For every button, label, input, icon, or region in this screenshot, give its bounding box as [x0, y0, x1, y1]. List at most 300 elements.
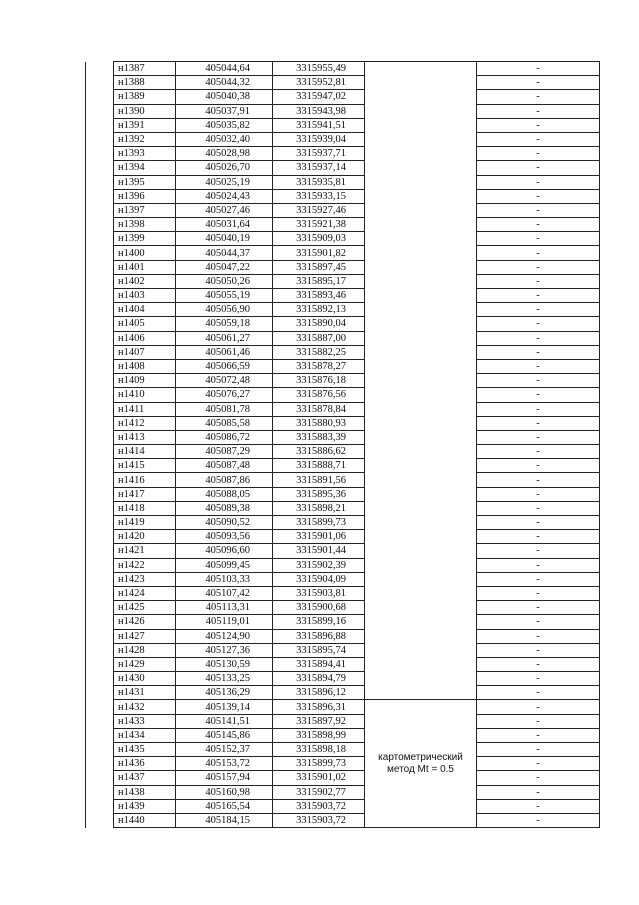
point-id-cell: н1429 [114, 657, 176, 671]
margin-cell [86, 161, 114, 175]
point-id-cell: н1416 [114, 473, 176, 487]
table-row [86, 544, 600, 558]
coordinates-table-body [86, 62, 600, 828]
x-coordinate-cell: 405047,22 [176, 260, 273, 274]
point-id-cell: н1392 [114, 132, 176, 146]
margin-cell [86, 785, 114, 799]
y-coordinate-cell: 3315894,41 [273, 657, 365, 671]
y-coordinate-cell: 3315896,12 [273, 686, 365, 700]
y-coordinate-cell: 3315898,99 [273, 728, 365, 742]
x-coordinate-cell: 405044,37 [176, 246, 273, 260]
margin-cell [86, 246, 114, 260]
dash-cell: - [477, 714, 600, 728]
table-row [86, 572, 600, 586]
x-coordinate-cell: 405145,86 [176, 728, 273, 742]
y-coordinate-cell: 3315921,38 [273, 218, 365, 232]
x-coordinate-cell: 405088,05 [176, 487, 273, 501]
point-id-cell: н1390 [114, 104, 176, 118]
y-coordinate-cell: 3315901,44 [273, 544, 365, 558]
dash-cell: - [477, 331, 600, 345]
dash-cell: - [477, 359, 600, 373]
point-id-cell: н1413 [114, 430, 176, 444]
margin-cell [86, 374, 114, 388]
point-id-cell: н1399 [114, 232, 176, 246]
margin-cell [86, 359, 114, 373]
point-id-cell: н1388 [114, 76, 176, 90]
dash-cell: - [477, 62, 600, 76]
table-row [86, 785, 600, 799]
x-coordinate-cell: 405141,51 [176, 714, 273, 728]
y-coordinate-cell: 3315935,81 [273, 175, 365, 189]
margin-cell [86, 260, 114, 274]
point-id-cell: н1418 [114, 501, 176, 515]
x-coordinate-cell: 405087,48 [176, 459, 273, 473]
y-coordinate-cell: 3315903,81 [273, 586, 365, 600]
y-coordinate-cell: 3315897,45 [273, 260, 365, 274]
point-id-cell: н1410 [114, 388, 176, 402]
dash-cell: - [477, 218, 600, 232]
margin-cell [86, 572, 114, 586]
dash-cell: - [477, 558, 600, 572]
point-id-cell: н1430 [114, 672, 176, 686]
table-row [86, 203, 600, 217]
x-coordinate-cell: 405087,29 [176, 445, 273, 459]
point-id-cell: н1400 [114, 246, 176, 260]
point-id-cell: н1431 [114, 686, 176, 700]
x-coordinate-cell: 405090,52 [176, 516, 273, 530]
y-coordinate-cell: 3315880,93 [273, 416, 365, 430]
point-id-cell: н1434 [114, 728, 176, 742]
point-id-cell: н1436 [114, 757, 176, 771]
table-row [86, 714, 600, 728]
table-row [86, 274, 600, 288]
dash-cell: - [477, 90, 600, 104]
x-coordinate-cell: 405025,19 [176, 175, 273, 189]
point-id-cell: н1407 [114, 345, 176, 359]
table-row [86, 728, 600, 742]
table-row [86, 615, 600, 629]
margin-cell [86, 516, 114, 530]
margin-cell [86, 132, 114, 146]
margin-cell [86, 416, 114, 430]
x-coordinate-cell: 405113,31 [176, 601, 273, 615]
margin-cell [86, 799, 114, 813]
margin-cell [86, 203, 114, 217]
table-row [86, 189, 600, 203]
dash-cell: - [477, 260, 600, 274]
dash-cell: - [477, 657, 600, 671]
table-row [86, 62, 600, 76]
margin-cell [86, 672, 114, 686]
dash-cell: - [477, 544, 600, 558]
point-id-cell: н1438 [114, 785, 176, 799]
dash-cell: - [477, 232, 600, 246]
table-row [86, 218, 600, 232]
dash-cell: - [477, 487, 600, 501]
margin-cell [86, 813, 114, 827]
y-coordinate-cell: 3315894,79 [273, 672, 365, 686]
x-coordinate-cell: 405160,98 [176, 785, 273, 799]
y-coordinate-cell: 3315893,46 [273, 289, 365, 303]
dash-cell: - [477, 132, 600, 146]
x-coordinate-cell: 405107,42 [176, 586, 273, 600]
dash-cell: - [477, 601, 600, 615]
x-coordinate-cell: 405035,82 [176, 118, 273, 132]
table-row [86, 232, 600, 246]
x-coordinate-cell: 405027,46 [176, 203, 273, 217]
point-id-cell: н1439 [114, 799, 176, 813]
y-coordinate-cell: 3315927,46 [273, 203, 365, 217]
point-id-cell: н1419 [114, 516, 176, 530]
point-id-cell: н1437 [114, 771, 176, 785]
margin-cell [86, 331, 114, 345]
point-id-cell: н1421 [114, 544, 176, 558]
dash-cell: - [477, 402, 600, 416]
margin-cell [86, 544, 114, 558]
table-row [86, 147, 600, 161]
point-id-cell: н1415 [114, 459, 176, 473]
y-coordinate-cell: 3315947,02 [273, 90, 365, 104]
margin-cell [86, 657, 114, 671]
margin-cell [86, 274, 114, 288]
x-coordinate-cell: 405119,01 [176, 615, 273, 629]
x-coordinate-cell: 405040,38 [176, 90, 273, 104]
point-id-cell: н1424 [114, 586, 176, 600]
x-coordinate-cell: 405133,25 [176, 672, 273, 686]
dash-cell: - [477, 615, 600, 629]
y-coordinate-cell: 3315888,71 [273, 459, 365, 473]
y-coordinate-cell: 3315933,15 [273, 189, 365, 203]
margin-cell [86, 317, 114, 331]
y-coordinate-cell: 3315901,82 [273, 246, 365, 260]
y-coordinate-cell: 3315898,18 [273, 743, 365, 757]
dash-cell: - [477, 672, 600, 686]
margin-cell [86, 218, 114, 232]
x-coordinate-cell: 405081,78 [176, 402, 273, 416]
dash-cell: - [477, 700, 600, 714]
point-id-cell: н1397 [114, 203, 176, 217]
x-coordinate-cell: 405085,58 [176, 416, 273, 430]
x-coordinate-cell: 405130,59 [176, 657, 273, 671]
y-coordinate-cell: 3315896,88 [273, 629, 365, 643]
margin-cell [86, 445, 114, 459]
dash-cell: - [477, 274, 600, 288]
dash-cell: - [477, 289, 600, 303]
dash-cell: - [477, 175, 600, 189]
dash-cell: - [477, 516, 600, 530]
point-id-cell: н1433 [114, 714, 176, 728]
margin-cell [86, 501, 114, 515]
point-id-cell: н1408 [114, 359, 176, 373]
table-row [86, 643, 600, 657]
table-row [86, 657, 600, 671]
point-id-cell: н1391 [114, 118, 176, 132]
y-coordinate-cell: 3315903,72 [273, 799, 365, 813]
point-id-cell: н1432 [114, 700, 176, 714]
table-row [86, 76, 600, 90]
point-id-cell: н1426 [114, 615, 176, 629]
y-coordinate-cell: 3315876,18 [273, 374, 365, 388]
table-row [86, 118, 600, 132]
margin-cell [86, 104, 114, 118]
table-row [86, 757, 600, 771]
y-coordinate-cell: 3315937,71 [273, 147, 365, 161]
point-id-cell: н1387 [114, 62, 176, 76]
y-coordinate-cell: 3315955,49 [273, 62, 365, 76]
dash-cell: - [477, 246, 600, 260]
x-coordinate-cell: 405124,90 [176, 629, 273, 643]
table-row [86, 374, 600, 388]
y-coordinate-cell: 3315882,25 [273, 345, 365, 359]
point-id-cell: н1406 [114, 331, 176, 345]
table-row [86, 501, 600, 515]
y-coordinate-cell: 3315895,36 [273, 487, 365, 501]
x-coordinate-cell: 405026,70 [176, 161, 273, 175]
y-coordinate-cell: 3315883,39 [273, 430, 365, 444]
dash-cell: - [477, 501, 600, 515]
x-coordinate-cell: 405165,54 [176, 799, 273, 813]
x-coordinate-cell: 405099,45 [176, 558, 273, 572]
margin-cell [86, 147, 114, 161]
y-coordinate-cell: 3315899,73 [273, 757, 365, 771]
dash-cell: - [477, 430, 600, 444]
table-row [86, 799, 600, 813]
dash-cell: - [477, 686, 600, 700]
margin-cell [86, 303, 114, 317]
y-coordinate-cell: 3315895,74 [273, 643, 365, 657]
dash-cell: - [477, 799, 600, 813]
table-row [86, 388, 600, 402]
margin-cell [86, 743, 114, 757]
table-row [86, 459, 600, 473]
method-note-line2: метод Mt = 0.5 [387, 763, 454, 775]
table-row [86, 445, 600, 459]
method-cell [365, 700, 477, 828]
y-coordinate-cell: 3315904,09 [273, 572, 365, 586]
margin-cell [86, 402, 114, 416]
margin-cell [86, 62, 114, 76]
x-coordinate-cell: 405040,19 [176, 232, 273, 246]
table-row [86, 416, 600, 430]
x-coordinate-cell: 405044,64 [176, 62, 273, 76]
dash-cell: - [477, 445, 600, 459]
point-id-cell: н1393 [114, 147, 176, 161]
y-coordinate-cell: 3315902,39 [273, 558, 365, 572]
point-id-cell: н1396 [114, 189, 176, 203]
point-id-cell: н1411 [114, 402, 176, 416]
table-row [86, 771, 600, 785]
margin-cell [86, 459, 114, 473]
x-coordinate-cell: 405050,26 [176, 274, 273, 288]
margin-cell [86, 232, 114, 246]
point-id-cell: н1435 [114, 743, 176, 757]
x-coordinate-cell: 405037,91 [176, 104, 273, 118]
dash-cell: - [477, 728, 600, 742]
table-row [86, 260, 600, 274]
dash-cell: - [477, 473, 600, 487]
y-coordinate-cell: 3315901,06 [273, 530, 365, 544]
x-coordinate-cell: 405153,72 [176, 757, 273, 771]
point-id-cell: н1428 [114, 643, 176, 657]
table-row [86, 629, 600, 643]
point-id-cell: н1401 [114, 260, 176, 274]
y-coordinate-cell: 3315878,84 [273, 402, 365, 416]
margin-cell [86, 615, 114, 629]
point-id-cell: н1420 [114, 530, 176, 544]
margin-cell [86, 530, 114, 544]
x-coordinate-cell: 405055,19 [176, 289, 273, 303]
margin-cell [86, 189, 114, 203]
x-coordinate-cell: 405072,48 [176, 374, 273, 388]
dash-cell: - [477, 203, 600, 217]
table-row [86, 90, 600, 104]
point-id-cell: н1398 [114, 218, 176, 232]
y-coordinate-cell: 3315886,62 [273, 445, 365, 459]
table-row [86, 558, 600, 572]
dash-cell: - [477, 530, 600, 544]
table-row [86, 516, 600, 530]
dash-cell: - [477, 317, 600, 331]
margin-cell [86, 771, 114, 785]
dash-cell: - [477, 771, 600, 785]
dash-cell: - [477, 643, 600, 657]
point-id-cell: н1422 [114, 558, 176, 572]
table-row [86, 430, 600, 444]
point-id-cell: н1412 [114, 416, 176, 430]
dash-cell: - [477, 743, 600, 757]
point-id-cell: н1409 [114, 374, 176, 388]
margin-cell [86, 388, 114, 402]
table-row [86, 743, 600, 757]
x-coordinate-cell: 405127,36 [176, 643, 273, 657]
point-id-cell: н1402 [114, 274, 176, 288]
dash-cell: - [477, 118, 600, 132]
x-coordinate-cell: 405031,64 [176, 218, 273, 232]
table-row [86, 586, 600, 600]
dash-cell: - [477, 374, 600, 388]
table-row [86, 530, 600, 544]
point-id-cell: н1427 [114, 629, 176, 643]
x-coordinate-cell: 405061,27 [176, 331, 273, 345]
y-coordinate-cell: 3315892,13 [273, 303, 365, 317]
x-coordinate-cell: 405086,72 [176, 430, 273, 444]
table-row [86, 686, 600, 700]
point-id-cell: н1403 [114, 289, 176, 303]
table-row [86, 132, 600, 146]
margin-cell [86, 629, 114, 643]
margin-cell [86, 700, 114, 714]
table-row [86, 473, 600, 487]
table-row [86, 672, 600, 686]
table-row [86, 813, 600, 827]
y-coordinate-cell: 3315952,81 [273, 76, 365, 90]
y-coordinate-cell: 3315939,04 [273, 132, 365, 146]
margin-cell [86, 118, 114, 132]
dash-cell: - [477, 416, 600, 430]
margin-cell [86, 714, 114, 728]
table-row [86, 345, 600, 359]
x-coordinate-cell: 405093,56 [176, 530, 273, 544]
margin-cell [86, 473, 114, 487]
y-coordinate-cell: 3315901,02 [273, 771, 365, 785]
x-coordinate-cell: 405152,37 [176, 743, 273, 757]
margin-cell [86, 175, 114, 189]
y-coordinate-cell: 3315909,03 [273, 232, 365, 246]
table-row [86, 359, 600, 373]
dash-cell: - [477, 161, 600, 175]
y-coordinate-cell: 3315876,56 [273, 388, 365, 402]
y-coordinate-cell: 3315898,21 [273, 501, 365, 515]
x-coordinate-cell: 405076,27 [176, 388, 273, 402]
margin-cell [86, 487, 114, 501]
table-row [86, 601, 600, 615]
y-coordinate-cell: 3315943,98 [273, 104, 365, 118]
dash-cell: - [477, 147, 600, 161]
x-coordinate-cell: 405157,94 [176, 771, 273, 785]
dash-cell: - [477, 345, 600, 359]
margin-cell [86, 601, 114, 615]
margin-cell [86, 289, 114, 303]
table-row [86, 246, 600, 260]
margin-cell [86, 686, 114, 700]
x-coordinate-cell: 405024,43 [176, 189, 273, 203]
margin-cell [86, 76, 114, 90]
table-row [86, 402, 600, 416]
dash-cell: - [477, 629, 600, 643]
point-id-cell: н1414 [114, 445, 176, 459]
table-row [86, 104, 600, 118]
x-coordinate-cell: 405103,33 [176, 572, 273, 586]
y-coordinate-cell: 3315887,00 [273, 331, 365, 345]
x-coordinate-cell: 405066,59 [176, 359, 273, 373]
dash-cell: - [477, 785, 600, 799]
x-coordinate-cell: 405139,14 [176, 700, 273, 714]
point-id-cell: н1404 [114, 303, 176, 317]
table-row [86, 303, 600, 317]
x-coordinate-cell: 405096,60 [176, 544, 273, 558]
y-coordinate-cell: 3315937,14 [273, 161, 365, 175]
y-coordinate-cell: 3315903,72 [273, 813, 365, 827]
table-row [86, 175, 600, 189]
x-coordinate-cell: 405136,29 [176, 686, 273, 700]
dash-cell: - [477, 104, 600, 118]
y-coordinate-cell: 3315891,56 [273, 473, 365, 487]
dash-cell: - [477, 76, 600, 90]
point-id-cell: н1423 [114, 572, 176, 586]
y-coordinate-cell: 3315878,27 [273, 359, 365, 373]
x-coordinate-cell: 405089,38 [176, 501, 273, 515]
table-row [86, 289, 600, 303]
x-coordinate-cell: 405028,98 [176, 147, 273, 161]
margin-cell [86, 558, 114, 572]
point-id-cell: н1405 [114, 317, 176, 331]
margin-cell [86, 643, 114, 657]
point-id-cell: н1395 [114, 175, 176, 189]
table-row [86, 700, 600, 714]
y-coordinate-cell: 3315941,51 [273, 118, 365, 132]
point-id-cell: н1425 [114, 601, 176, 615]
dash-cell: - [477, 303, 600, 317]
x-coordinate-cell: 405061,46 [176, 345, 273, 359]
dash-cell: - [477, 757, 600, 771]
dash-cell: - [477, 586, 600, 600]
margin-cell [86, 728, 114, 742]
y-coordinate-cell: 3315890,04 [273, 317, 365, 331]
method-cell-empty [365, 62, 477, 700]
point-id-cell: н1394 [114, 161, 176, 175]
x-coordinate-cell: 405059,18 [176, 317, 273, 331]
x-coordinate-cell: 405184,15 [176, 813, 273, 827]
